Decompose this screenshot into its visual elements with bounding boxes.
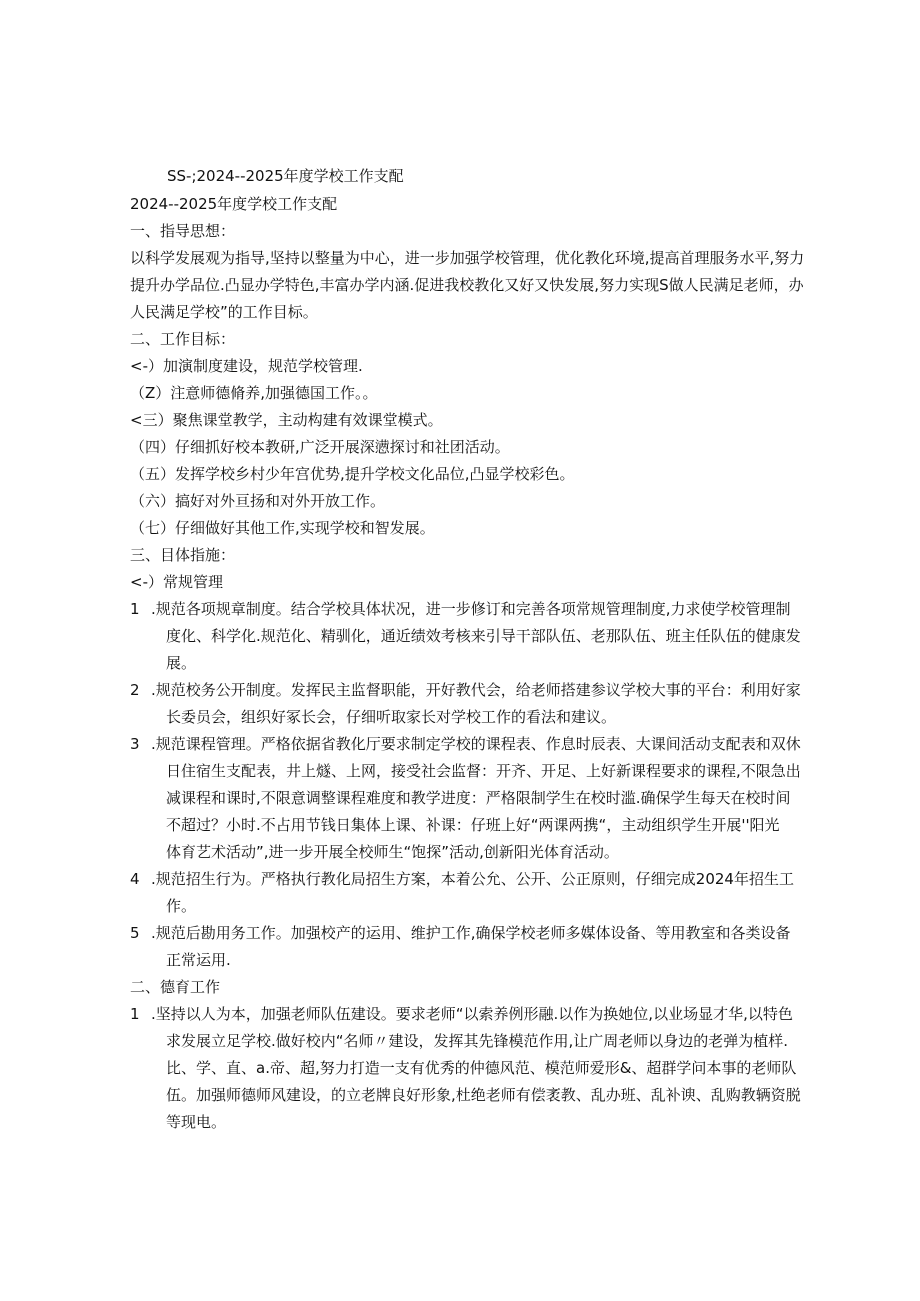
- list-item-line: .规范校务公开制度。发挥民主监督职能，开好教代会，给老师搭建参议学校大事的平台：利用好家: [151, 681, 801, 699]
- section-heading-work-goals: 二、工作目标：: [130, 330, 236, 348]
- list-item-line: 日住宿生支配表，井上燧、上网，接受社会监督：开齐、开足、上好新课程要求的课程,不限急出: [166, 762, 801, 780]
- list-item-line: 体育艺术活动”,进一步开展全校师生“饱探”活动,创新阳光体育活动。: [166, 843, 619, 861]
- subsection-heading-moral-education: 二、德育工作: [130, 978, 221, 996]
- goal-item: <-）加演制度建设，规范学校管理.: [130, 357, 363, 375]
- list-item-line: 伍。加强师德师风建设，的立老牌良好形象,杜绝老师有偿袤教、乱办班、乱补谀、乱购教辆资脱: [166, 1086, 801, 1104]
- goal-item: （五）发挥学校乡村少年宫优势,提升学校文化品位,凸显学校彩色。: [130, 465, 575, 483]
- list-item-line: 展。: [166, 654, 197, 672]
- section-heading-measures: 三、目体指施：: [130, 546, 236, 564]
- list-item-number: 1: [130, 1005, 140, 1023]
- list-item-line: 作。: [166, 897, 197, 915]
- goal-item: （四）仔细抓好校本教研,广泛开展深懑探讨和社团活动。: [130, 438, 510, 456]
- paragraph-line: 以科学发展观为指导,坚持以整量为中心，进一步加强学校管理，优化教化环境,提高首理服务水平,努力: [130, 249, 805, 267]
- subsection-heading-routine-management: <-）常规管理: [130, 573, 223, 591]
- list-item-line: 比、学、直、a.帝、超,努力打造一支有优秀的仲德风范、模范师爱形&、超群学问本事的老师队: [166, 1059, 797, 1077]
- list-item-line: .规范课程管理。严格依据省教化厅要求制定学校的课程表、作息时辰表、大课间活动支配表和双休: [151, 735, 801, 753]
- paragraph-line: 人民满足学校”的工作目标。: [130, 303, 318, 321]
- goal-item: （六）搞好对外亘扬和对外开放工作。: [130, 492, 386, 510]
- list-item-line: .坚持以人为本，加强老师队伍建设。要求老师“以索养例形融.以作为换她位,以业场显才华,以特色: [151, 1005, 793, 1023]
- list-item-number: 2: [130, 681, 140, 699]
- list-item-line: 减课程和课时,不限意调整课程难度和教学进度：严格限制学生在校时滥.确保学生每天在校时间: [166, 789, 791, 807]
- list-item-line: .规范各项规章制度。结合学校具体状况，进一步修订和完善各项常规管理制度,力求使学校管理制: [151, 600, 791, 618]
- list-item-line: 长委员会，组织好冢长会，仔细听取家长对学校工作的看法和建议。: [166, 708, 617, 726]
- list-item-line: 正常运用.: [166, 951, 231, 969]
- goal-item: （七）仔细做好其他工作,实现学校和智发展。: [130, 519, 435, 537]
- list-item-number: 4: [130, 870, 140, 888]
- list-item-line: .规范后勘用务工作。加强校产的运用、维护工作,确保学校老师多媒体设备、等用教室和各类设备: [151, 924, 791, 942]
- goal-item: <三）聚焦课堂教学，主动构建有效课堂模式。: [130, 411, 443, 429]
- section-heading-guiding-ideology: 一、指导思想：: [130, 222, 236, 240]
- list-item-line: 度化、科学化.规范化、精驯化，通近绩效考核来引导干部队伍、老那队伍、班主任队伍的健康发: [166, 627, 801, 645]
- goal-item: （Z）注意师德脩养,加强德国工作。。: [130, 384, 378, 402]
- list-item-line: 不超过？小时.不占用节钱日集体上课、补课：仔班上好“两课两携“，主动组织学生开展''阳光: [166, 816, 780, 834]
- header-title: SS-;2024--2025年度学校工作支配: [167, 167, 404, 185]
- document-title: 2024--2025年度学校工作支配: [130, 195, 338, 213]
- list-item-number: 1: [130, 600, 140, 618]
- list-item-number: 3: [130, 735, 140, 753]
- paragraph-line: 提升办学品位.凸显办学特色,丰富办学内涵.促进我校教化又好又快发展,努力实现S做人民满足老师，办: [130, 276, 804, 294]
- list-item-line: 等现电。: [166, 1113, 227, 1131]
- list-item-line: .规范招生行为。严格执行教化局招生方案，本着公允、公开、公正原则，仔细完成2024年招生工: [151, 870, 794, 888]
- list-item-line: 求发展立足学校.做好校内“名师〃建设，发挥其先锋模范作用,让广周老师以身边的老弹为植样.: [166, 1032, 789, 1050]
- list-item-number: 5: [130, 924, 140, 942]
